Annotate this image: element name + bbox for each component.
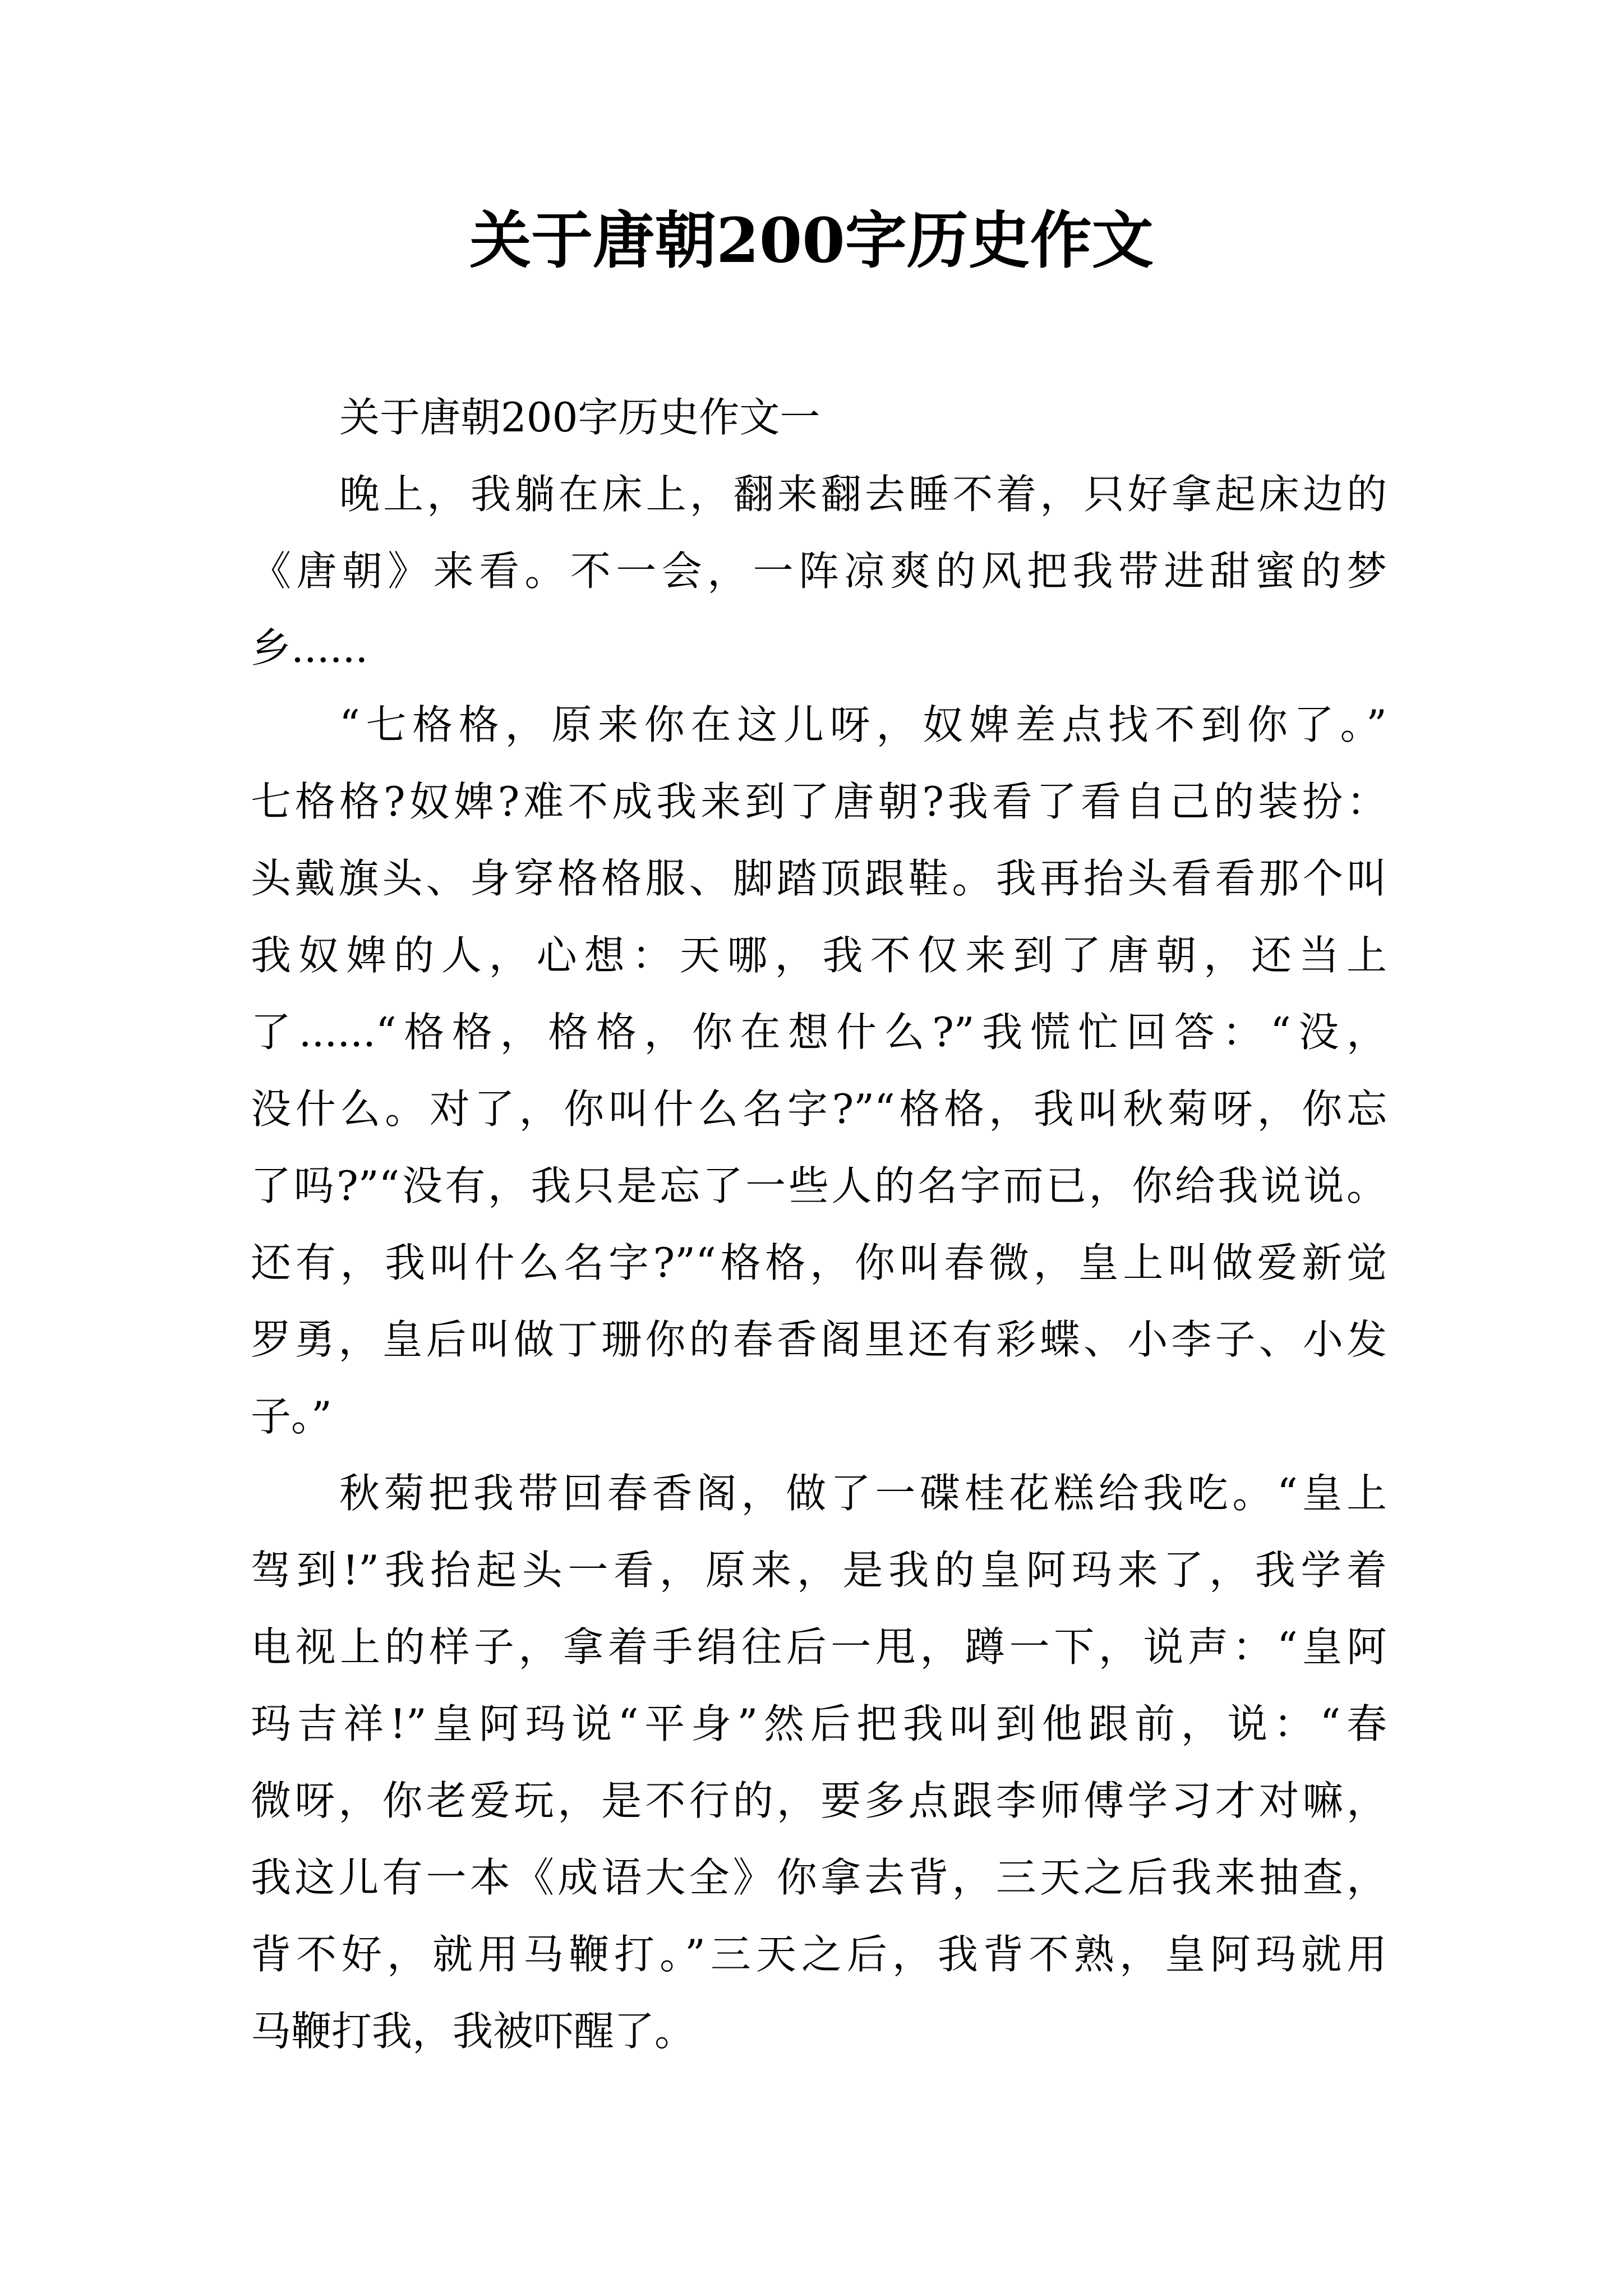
text-line: 了......“格格，格格，你在想什么?”我慌忙回答：“没， [251, 1009, 1387, 1056]
text-line: 七格格?奴婢?难不成我来到了唐朝?我看了看自己的装扮： [251, 778, 1387, 825]
document-body [251, 379, 1387, 2070]
text-line: 还有，我叫什么名字?”“格格，你叫春微，皇上叫做爱新觉 [251, 1239, 1387, 1286]
text-line: 秋菊把我带回春香阁，做了一碟桂花糕给我吃。“皇上 [339, 1470, 1387, 1517]
text-line: 我奴婢的人，心想：天哪，我不仅来到了唐朝，还当上 [251, 932, 1387, 979]
text-line: 乡...... [251, 624, 368, 671]
text-line: 驾到!”我抬起头一看，原来，是我的皇阿玛来了，我学着 [251, 1547, 1387, 1594]
text-line: 电视上的样子，拿着手绢往后一甩，蹲一下，说声：“皇阿 [251, 1623, 1387, 1671]
text-line: 罗勇，皇后叫做丁珊你的春香阁里还有彩蝶、小李子、小发 [251, 1316, 1387, 1363]
text-line: 子。” [251, 1393, 332, 1440]
text-line: 头戴旗头、身穿格格服、脚踏顶跟鞋。我再抬头看看那个叫 [251, 855, 1387, 902]
document-title: 关于唐朝200字历史作文 [469, 204, 1154, 277]
section-heading: 关于唐朝200字历史作文一 [339, 394, 820, 441]
text-line: 我这儿有一本《成语大全》你拿去背，三天之后我来抽查， [251, 1854, 1387, 1901]
paragraph [251, 687, 1387, 1455]
text-line: 马鞭打我，我被吓醒了。 [251, 2008, 695, 2055]
text-line: 微呀，你老爱玩，是不行的，要多点跟李师傅学习才对嘛， [251, 1777, 1387, 1824]
text-line: 玛吉祥!”皇阿玛说“平身”然后把我叫到他跟前，说：“春 [251, 1700, 1387, 1747]
text-line: 没什么。对了，你叫什么名字?”“格格，我叫秋菊呀，你忘 [251, 1085, 1387, 1133]
text-line: 晚上，我躺在床上，翻来翻去睡不着，只好拿起床边的 [339, 471, 1387, 518]
text-line: 背不好，就用马鞭打。”三天之后，我背不熟，皇阿玛就用 [251, 1931, 1387, 1978]
paragraph [251, 456, 1387, 687]
text-line: 《唐朝》来看。不一会，一阵凉爽的风把我带进甜蜜的梦 [251, 547, 1387, 595]
text-line: “七格格，原来你在这儿呀，奴婢差点找不到你了。” [339, 701, 1387, 748]
text-line: 了吗?”“没有，我只是忘了一些人的名字而已，你给我说说。 [251, 1162, 1387, 1209]
paragraph [251, 1455, 1387, 2070]
